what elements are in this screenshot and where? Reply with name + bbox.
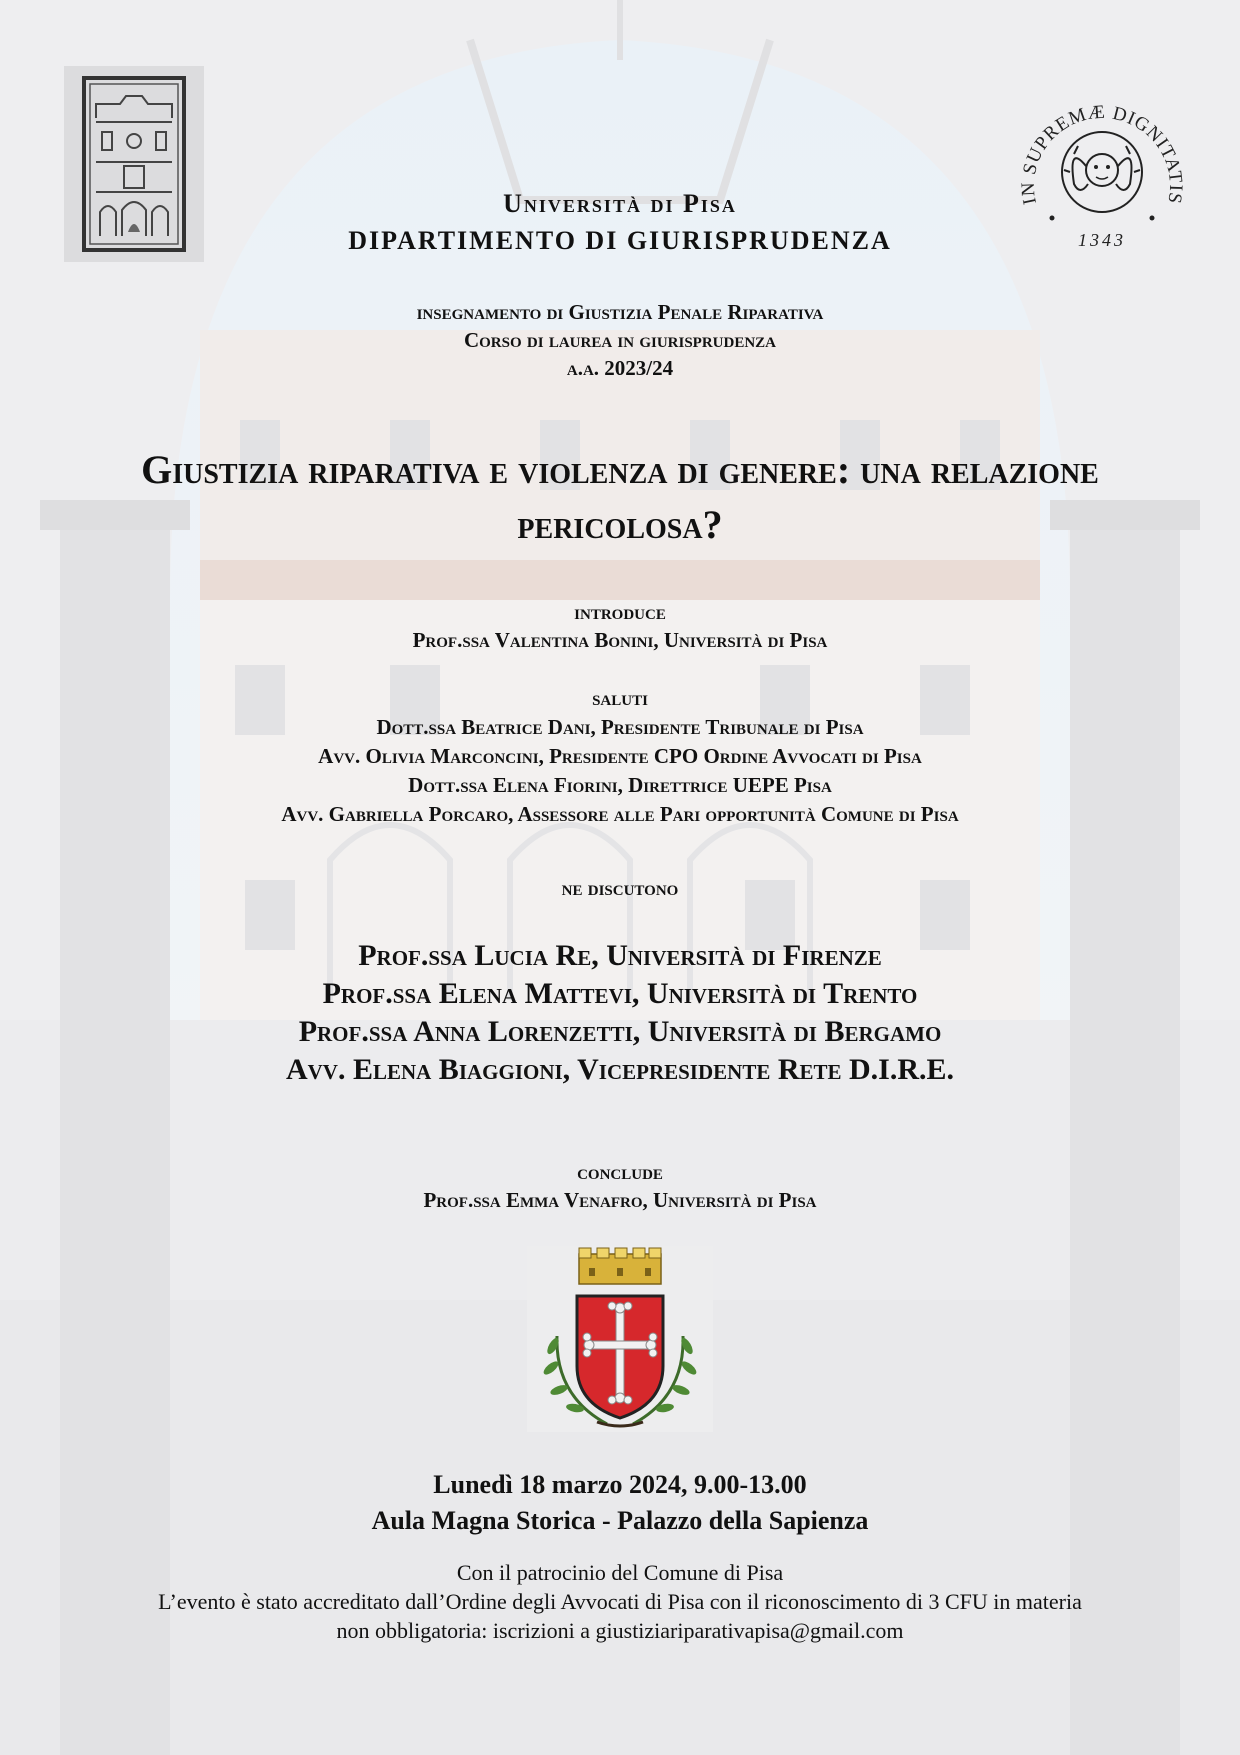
registration-note: non obbligatoria: iscrizioni a giustiziariparativapisa@gmail.com [336, 1618, 904, 1643]
accreditation-note: L’evento è stato accreditato dall’Ordine degli Avvocati di Pisa con il riconoscimento di 3 CFU in materia [158, 1589, 1082, 1614]
discussant: Prof.ssa Lucia Re, Università di Firenze [358, 939, 882, 972]
seal-year: 1343 [1078, 230, 1126, 250]
event-details [0, 1467, 1240, 1539]
event-venue: Aula Magna Storica - Palazzo della Sapienza [371, 1506, 869, 1535]
introduce-section [0, 598, 1240, 654]
event-date: Lunedì 18 marzo 2024, 9.00-13.00 [433, 1470, 807, 1499]
discussant: Avv. Elena Biaggioni, Vicepresidente Rete D.I.R.E. [285, 1053, 955, 1086]
saluti-speaker: Dott.ssa Elena Fiorini, Direttrice UEPE Pisa [408, 773, 832, 797]
footer-notes [0, 1558, 1240, 1645]
department-name: DIPARTIMENTO DI GIURISPRUDENZA [348, 226, 892, 255]
course-degree: Corso di laurea in giurisprudenza [463, 328, 777, 352]
patronage-note: Con il patrocinio del Comune di Pisa [456, 1560, 784, 1585]
conclude-label: conclude [577, 1160, 663, 1184]
discussant: Prof.ssa Anna Lorenzetti, Università di Bergamo [298, 1015, 942, 1048]
saluti-section [0, 684, 1240, 829]
comune-di-pisa-crest [527, 1246, 713, 1432]
discutono-speakers [0, 937, 1240, 1089]
saluti-speaker: Avv. Gabriella Porcaro, Assessore alle Pari opportunità Comune di Pisa [281, 802, 959, 826]
introduce-label: introduce [574, 600, 666, 624]
course-info [0, 298, 1240, 382]
saluti-label: saluti [592, 686, 648, 710]
introduce-speaker: Prof.ssa Valentina Bonini, Università di Pisa [412, 628, 828, 652]
conclude-speaker: Prof.ssa Emma Venafro, Università di Pisa [423, 1188, 817, 1212]
discutono-section [0, 874, 1240, 902]
event-title: Giustizia riparativa e violenza di genere: una relazione pericolosa? [141, 447, 1099, 547]
discussant: Prof.ssa Elena Mattevi, Università di Trento [322, 977, 918, 1010]
saluti-speaker: Dott.ssa Beatrice Dani, Presidente Tribunale di Pisa [376, 715, 864, 739]
academic-year: a.a. 2023/24 [566, 356, 674, 380]
saluti-speaker: Avv. Olivia Marconcini, Presidente CPO Ordine Avvocati di Pisa [318, 744, 922, 768]
course-teaching: insegnamento di Giustizia Penale Riparativa [416, 300, 824, 324]
seal-motto: IN SUPREMÆ DIGNITATIS [1017, 101, 1187, 207]
discutono-label: ne discutono [561, 876, 679, 900]
university-name: Università di Pisa [503, 189, 737, 218]
university-header [0, 185, 1240, 259]
conclude-section [0, 1158, 1240, 1214]
